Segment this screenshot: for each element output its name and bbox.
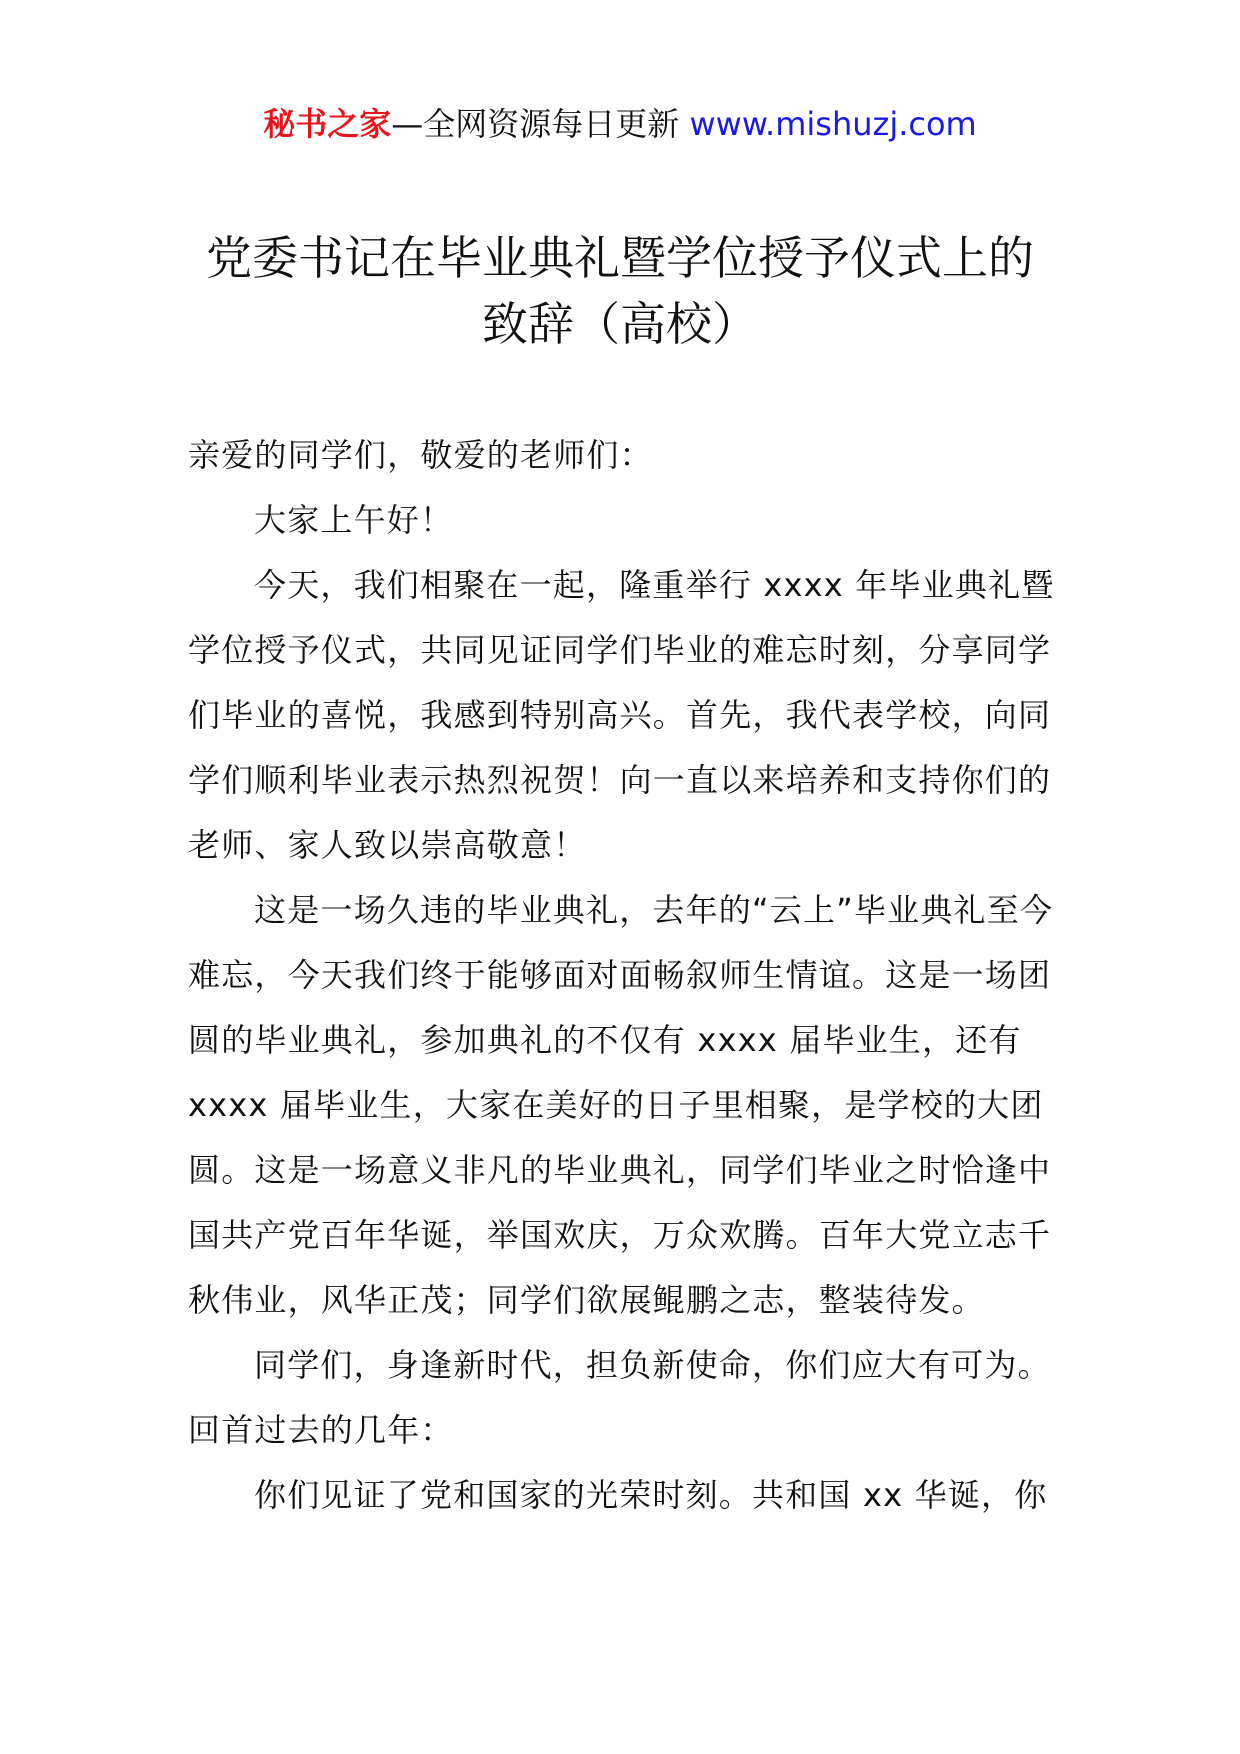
brand-name: 秘书之家 [263, 105, 392, 143]
paragraph-mission: 同学们，身逢新时代，担负新使命，你们应大有可为。回首过去的几年： [188, 1346, 1051, 1449]
document-title [140, 225, 1100, 357]
paragraph-opening: 今天，我们相聚在一起，隆重举行 xxxx 年毕业典礼暨学位授予仪式，共同见证同学们毕业的难忘时刻，分享同学们毕业的喜悦，我感到特别高兴。首先，我代表学校，向同学们顺利毕业表示热烈祝贺！向一直以来培养和支持你们的老师、家人致以崇高敬意！ [188, 566, 1055, 864]
paragraph-ceremony: 这是一场久违的毕业典礼，去年的“云上”毕业典礼至今难忘，今天我们终于能够面对面畅叙师生情谊。这是一场团圆的毕业典礼，参加典礼的不仅有 xxxx 届毕业生，还有 xxxx 届毕业生，大家在美好的日子里相聚，是学校的大团圆。这是一场意义非凡的毕业典礼，同学们毕业之时恰逢中国共产党百年华诞，举国欢庆，万众欢腾。百年大党立志千秋伟业，风华正茂；同学们欲展鲲鹏之志，整装待发。 [188, 891, 1054, 1319]
site-header [0, 100, 1240, 148]
document-body [188, 423, 1058, 1528]
salutation: 亲爱的同学们，敬爱的老师们： [188, 436, 653, 474]
title-line-1: 党委书记在毕业典礼暨学位授予仪式上的 [206, 231, 1034, 285]
site-slogan: —全网资源每日更新 [391, 105, 690, 143]
paragraph-review: 你们见证了党和国家的光荣时刻。共和国 xx 华诞，你 [254, 1476, 1048, 1514]
paragraph-greeting: 大家上午好！ [254, 501, 454, 539]
site-url-link[interactable]: www.mishuzj.com [689, 105, 977, 143]
title-line-2: 致辞（高校） [482, 297, 758, 351]
